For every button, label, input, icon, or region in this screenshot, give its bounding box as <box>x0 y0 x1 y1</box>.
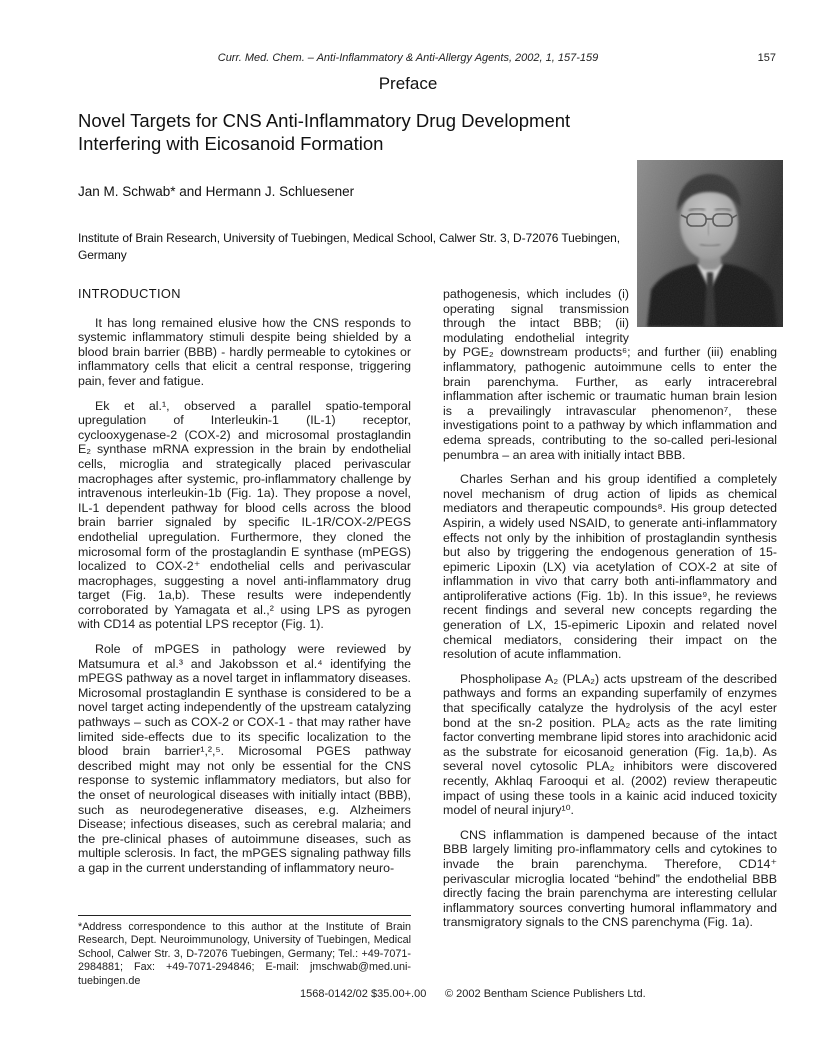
right-paragraph-4: CNS inflammation is dampened because of the intact BBB largely limiting pro-inflammatory cells and cytokines to invade the brain parenchyma. Therefore, CD14⁺ perivascular microglia located “behind” the endothelial BBB directly facing the brain parenchyma are interesting cellular inflammatory sources converting humoral inflammatory and transmigratory signals to the CNS parenchyma (Fig. 1a). <box>443 827 777 930</box>
footer-copyright: © 2002 Bentham Science Publishers Ltd. <box>445 988 646 1000</box>
footnote-rule <box>78 915 411 916</box>
running-header-journal: Curr. Med. Chem. – Anti-Inflammatory & Anti-Allergy Agents, 2002, 1, 157-159 <box>217 52 599 64</box>
page-number: 157 <box>757 52 776 64</box>
introduction-heading: INTRODUCTION <box>78 286 181 301</box>
footnote-block <box>78 915 411 988</box>
right-paragraph-1: pathogenesis, which includes (i) operating signal transmission through the intact BBB; (ii) modulating endothelial integrity by PGE₂ downstream products⁶; and further (iii) enabling inflammatory, pathogenic autoimmune cells to enter the brain parenchyma. Further, as early intracerebral inflammation after ischemic or traumatic human brain lesion is a prevailingly intravascular phenomenon⁷, these investigations point to a pathway by which inflammation and edema spreads, contributing to the so-called peri-lesional penumbra – an area with initially intact BBB. <box>443 287 777 462</box>
footer-issn-price: 1568-0142/02 $35.00+.00 <box>300 988 427 1000</box>
right-paragraph-2: Charles Serhan and his group identified a completely novel mechanism of drug action of lipids as chemical mediators and therapeutic compounds⁸. His group detected Aspirin, a widely used NSAID, to generate anti-inflammatory effects not only by the inhibition of prostaglandin synthesis but also by triggering the endogenous generation of 15-epimeric Lipoxin (LX) via acetylation of COX-2 at site of inflammation in vivo that carry both anti-inflammatory and antiproliferative actions (Fig. 1b). In this issue⁹, he reviews recent findings and several new concepts regarding the generation of LX, 15-epimeric Lipoxin and related novel chemical mediators, considering their impact on the resolution of acute inflammation. <box>443 472 777 662</box>
left-paragraph-2: Ek et al.¹, observed a parallel spatio-temporal upregulation of Interleukin-1 (IL-1) receptor, cyclooxygenase-2 (COX-2) and microsomal prostaglandin E₂ synthase mRNA expression in the brain by endothelial cells, microglia and strategically placed perivascular macrophages after systemic, pro-inflammatory challenge by intravenous interleukin-1b (Fig. 1a). They propose a novel, IL-1 dependent pathway for blood cells across the blood brain barrier signaled by specific IL-1R/COX-2/PEGS endothelial upregulation. Furthermore, they cloned the microsomal form of the prostaglandin E synthase (mPEGS) localized to COX-2⁺ endothelial cells and perivascular macrophages, suggesting a novel anti-inflammatory drug target (Fig. 1a,b). These results were independently corroborated by Yamagata et al.,² using LPS as pyrogen with CD14 as potential LPS receptor (Fig. 1). <box>78 398 411 632</box>
article-authors: Jan M. Schwab* and Hermann J. Schluesener <box>78 184 355 199</box>
correspondence-footnote: *Address correspondence to this author at the Institute of Brain Research, Dept. Neuroimmunology, University of Tuebingen, Medical School, Calwer Str. 3, D-72076 Tuebingen, Germany; Tel.: +49-7071-2984881; Fax: +49-7071-294846; E-mail: jmschwab@med.uni-tuebingen.de <box>78 921 411 987</box>
left-column <box>78 287 411 886</box>
right-column <box>443 287 777 940</box>
photo-wrap-spacer <box>629 287 777 332</box>
article-title: Novel Targets for CNS Anti-Inflammatory Drug Development Interfering with Eicosanoid Formation <box>78 110 571 154</box>
left-paragraph-3: Role of mPGES in pathology were reviewed by Matsumura et al.³ and Jakobsson et al.⁴ identifying the mPEGS pathway as a novel target in inflammatory diseases. Microsomal prostaglandin E synthase is considered to be a novel target acting independently of the upstream catalyzing pathways – such as COX-2 or COX-1 - that may rather have limited side-effects due to its specific localization to the blood brain barrier¹,²,⁵. Microsomal PGES pathway described might may not only be essential for the CNS response to systemic inflammatory mediators, but also for the onset of neurological diseases with initially intact (BBB), such as neurodegenerative diseases, e.g. Alzheimers Disease; infectious diseases, such as cerebral malaria; and the pre-clinical phases of autoimmune diseases, such as multiple sclerosis. In fact, the mPGES signaling pathway fills a gap in the current understanding of inflammatory neuro- <box>78 642 411 875</box>
right-paragraph-3: Phospholipase A₂ (PLA₂) acts upstream of the described pathways and forms an expanding superfamily of enzymes that specifically catalyze the hydrolysis of the acyl ester bond at the sn-2 position. PLA₂ acts as the rate limiting factor converting membrane lipid stores into arachidonic acid as the substrate for eicosanoid generation (Fig. 1a,b). As several novel cytosolic PLA₂ inhibitors were discovered recently, Akhlaq Farooqui et al. (2002) review therapeutic impact of using these tools in a kainic acid induced toxicity model of neural injury¹⁰. <box>443 671 777 818</box>
left-paragraph-1: It has long remained elusive how the CNS responds to systemic inflammatory stimuli despite being shielded by a blood brain barrier (BBB) - hardly permeable to cytokines or inflammatory cells that elicit a central response, triggering pain, fever and fatigue. <box>78 315 411 388</box>
article-affiliation: Institute of Brain Research, University of Tuebingen, Medical School, Calwer Str. 3, D-72076 Tuebingen, Germany <box>78 231 620 262</box>
section-heading-preface: Preface <box>378 74 438 93</box>
